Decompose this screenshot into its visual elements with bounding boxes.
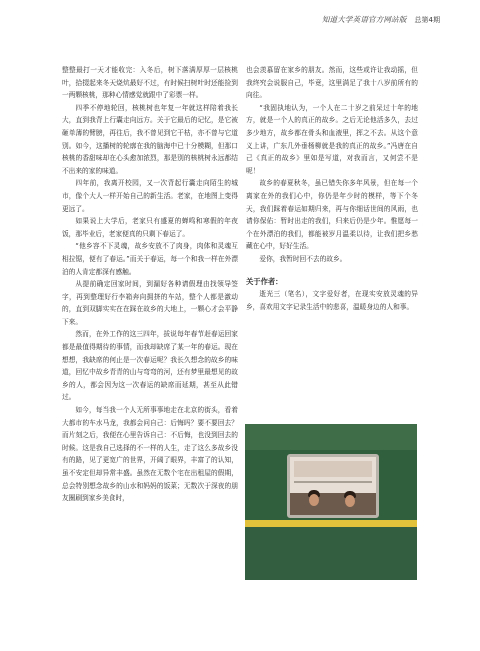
train-lower-body bbox=[245, 527, 417, 580]
window-interior bbox=[290, 493, 376, 515]
train-window-photo bbox=[245, 424, 417, 580]
author-bio: 逝光三（笔名），文字爱好者，在现实安放灵魂的异乡，喜欢用文字记录生活中的悲喜，温暖身边的人和事。 bbox=[246, 290, 418, 311]
paragraph: 如今，每当我一个人无所事事地走在北京的街头，看着大都市的车水马龙，我都会问自己：后悔吗？要不要回去？而片刻之后，我便在心里告诉自己：不后悔，也没到回去的时候。这是我自己选择的不一样的人生，走了这么多故乡没有的路，见了更宽广的世界，开阔了眼界，丰富了的认知，虽不安定但却异常丰盛。虽然在无数个宅在出租屋的假期，总会特别想念故乡的山水和妈妈的饭菜；无数次于深夜的朋友圈刷到家乡美食时， bbox=[62, 406, 238, 503]
right-column bbox=[246, 64, 418, 313]
paragraph: 然而，在外工作的这三四年，拔说每年春节赶春运回家都是最值得期待的事情，而我却缺席了某一年的春运。现在想想，我缺席的何止是一次春运呢？我长久想念的故乡的味道，回忆中故乡青青的山与弯弯的河，还有梦里最想见的故乡的人，都会因为这一次春运的缺席而延期，甚至从此错过。 bbox=[62, 330, 238, 402]
window-bar bbox=[294, 481, 372, 483]
paragraph: 四年前，我离开校园，又一次背起行囊走向陌生的城市，像个大人一样开始自己的新生活。老家，在地图上变得更远了。 bbox=[62, 179, 238, 213]
left-column bbox=[62, 64, 238, 505]
paragraph: 整整最打一天才能收完：入冬后，树下落满厚厚一层核桃叶，拾掇起来冬天烧炕最好不过，有时候扫树叶时还能捡到一两颗核桃，那种心情感觉就跟中了彩票一样。 bbox=[62, 66, 238, 100]
paragraph: 也会羡慕留在家乡的朋友。然而，这些或许让我动摇，但我终究会说服自己，毕竟，这里满足了我十八岁前所有的向往。 bbox=[246, 66, 418, 100]
passenger-face bbox=[309, 494, 319, 506]
paragraph: 爱你，我暂时回不去的故乡。 bbox=[259, 254, 347, 263]
passenger-face bbox=[345, 495, 355, 507]
paragraph: “他乡容不下灵魂，故乡安放不了肉身，肉体和灵魂互相拉锯，便有了春运。”而关于春运，每一个和我一样在外漂泊的人肯定都深有感触。 bbox=[62, 242, 238, 276]
train-stripe bbox=[245, 520, 417, 527]
train-window bbox=[287, 454, 379, 518]
author-heading: 关于作者： bbox=[246, 276, 283, 286]
window-curtain bbox=[294, 461, 372, 477]
paragraph: 如果说上大学后，老家只有盛夏的蝉鸣和寒假的年夜饭，那毕业后，老家便真的只剩下春运了。 bbox=[62, 217, 238, 238]
paragraph: 从提前确定回家时间，到漏好各种请假理由找领导签字，再到整理好行李箱奔向拥挤的车站，整个人都是激动的，直到双脚实实在在踩在故乡的大地上，一颗心才会平静下来。 bbox=[62, 280, 238, 326]
train-roof bbox=[245, 424, 417, 450]
paragraph: “我固执地认为，一个人在二十岁之前呆过十年的地方，就是一个人的真正的故乡。之后无论他活多久，去过多少地方，故乡都在骨头和血液里，挥之不去。从这个意义上讲，广东几外垂杨柳就是我的真正的故乡。”冯唐在自己《真正的故乡》里如是写道，对我而言，又何尝不是呢！ bbox=[246, 103, 418, 175]
journal-title: 知道大学英语官方网站版 bbox=[321, 15, 407, 24]
paragraph: 四季不停地轮回，核桃树也年复一年就这样陪着我长大，直到我背上行囊走向远方。关于它最后的记忆，是它被砸单薄的臂膀，再往后，我不曾见到它干枯，亦不曾与它道别。如今，这播树的轮廓在我的脑海中已十分模糊，但那口核桃的香甜味却在心头愈加浓烈，那是别的核桃树永远都结不出来的家的味道。 bbox=[62, 103, 238, 175]
issue-number: 总第4期 bbox=[414, 15, 440, 24]
page-header bbox=[322, 14, 440, 25]
paragraph: 故乡的春夏秋冬，虽已错失你多年风景，但在每一个离家在外的我们心中，你仍是年少时的模样，等下个冬天，我们踩着春运如期归来，再与你细话世间的风雨，也请你保佑：暂时出走的我们，归来后仍是少年。惟愿每一个在外漂泊的我们，都能被岁月温柔以待，让我们把乡愁藏在心中，好好生活。 bbox=[246, 179, 418, 251]
